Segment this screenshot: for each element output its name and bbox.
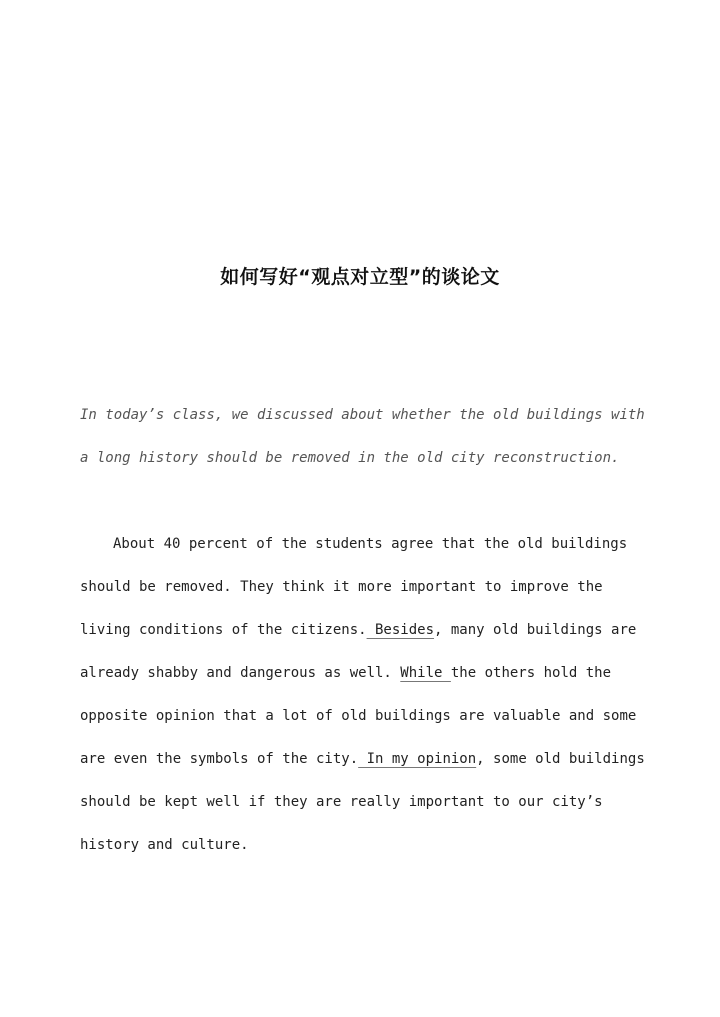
transition-besides: Besides <box>366 622 435 638</box>
main-paragraph <box>80 523 650 867</box>
transition-while: While <box>400 665 451 681</box>
page-title: 如何写好“观点对立型”的谈论文 <box>220 266 500 288</box>
intro-paragraph: In today’s class, we discussed about whether the old buildings with a long history should be removed in the old city reconstruction. <box>80 407 645 466</box>
paragraph-text-part1: About 40 percent of the students agree that the old buildings should be removed. They think it more important to improve the living conditions of the citizens. <box>80 536 628 638</box>
paragraph-text-part2: , many old buildings are already shabby and dangerous as well. <box>80 622 637 681</box>
paragraph-text-part3: the others hold the opposite opinion that a lot of old buildings are valuable and some are even the symbols of the city. <box>80 665 637 767</box>
paragraph-text-part4: , some old buildings should be kept well if they are really important to our city’s history and culture. <box>80 751 645 853</box>
transition-in-my-opinion: In my opinion <box>358 751 477 767</box>
